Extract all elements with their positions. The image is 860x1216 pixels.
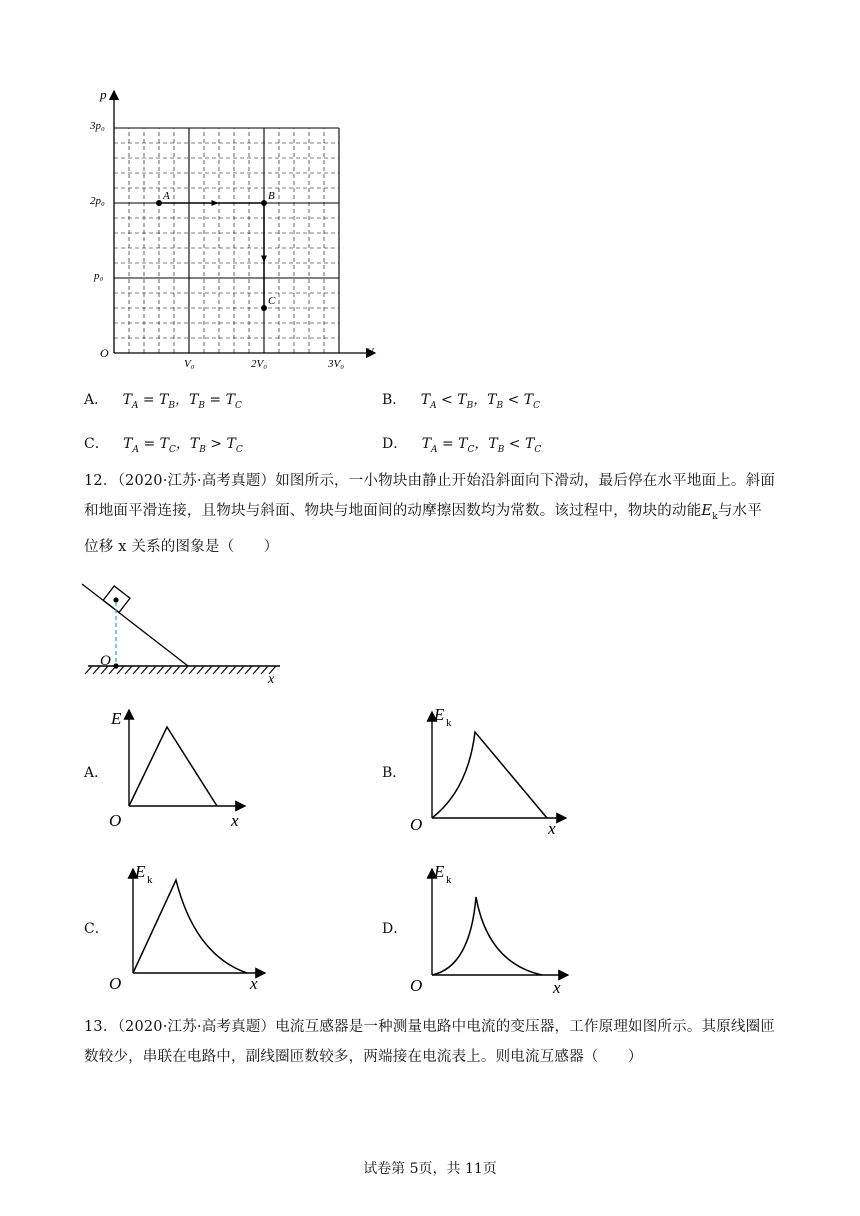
svg-text:E: E: [111, 709, 122, 728]
option-letter: B．: [382, 392, 407, 408]
svg-text:E: E: [434, 705, 445, 724]
svg-text:O: O: [109, 974, 122, 993]
ek-graph-a: [105, 702, 255, 832]
pv-xtick-1: V₀: [184, 358, 195, 370]
option-letter: C．: [84, 436, 109, 452]
q12-option-d[interactable]: D．: [382, 921, 408, 937]
page-footer: 试卷第 5页，共 11页: [363, 1161, 497, 1177]
svg-text:O: O: [410, 815, 423, 834]
incline-figure: [80, 580, 290, 690]
ek-graph-b: [408, 700, 578, 840]
svg-text:O: O: [109, 811, 122, 830]
svg-text:k: k: [446, 717, 452, 729]
pv-graph: [80, 85, 390, 370]
svg-text:O: O: [410, 976, 423, 995]
svg-text:x: x: [553, 978, 561, 995]
q12-option-b[interactable]: B．: [382, 765, 407, 781]
pv-point-label: A: [163, 190, 170, 202]
q11-option-a[interactable]: A． $T_A = T_B$，$T_B = T_C$: [84, 392, 242, 411]
pv-xtick-3: 3V₀: [328, 358, 345, 370]
svg-text:x: x: [268, 672, 275, 687]
pv-point-b: [261, 200, 267, 206]
q11-option-c[interactable]: C． $T_A = T_C$，$T_B > T_C$: [84, 436, 243, 455]
q13-stem: 13．（2020·江苏·高考真题）电流互感器是一种测量电路中电流的变压器，工作原理如图所示。其原线圈匝 数较少，串联在电路中，副线圈匝数较多，两端接在电流表上。则电流互感器（ ）: [84, 1019, 776, 1065]
option-letter: D．: [382, 436, 408, 452]
svg-text:E: E: [135, 862, 146, 881]
svg-text:k: k: [147, 874, 153, 886]
pv-point-c: [261, 305, 267, 311]
q12-option-a[interactable]: A．: [84, 765, 109, 781]
svg-text:x: x: [548, 819, 556, 838]
svg-text:O: O: [100, 653, 111, 669]
q12-option-c[interactable]: C．: [84, 921, 109, 937]
pv-point-a: [156, 200, 162, 206]
pv-point-label: C: [268, 295, 276, 307]
svg-text:E: E: [434, 862, 445, 881]
pv-ytick-1: p₀: [94, 270, 104, 282]
ek-graph-c: [105, 855, 275, 995]
svg-text:x: x: [250, 974, 258, 993]
option-letter: A．: [84, 392, 109, 408]
q12-stem: 12．（2020·江苏·高考真题）如图所示，一小物块由静止开始沿斜面向下滑动，最后停在水平地面上。斜面 和地面平滑连接，且物块与斜面、物块与地面间的动摩擦因数均为常数。该过程中，物块的动能$E_k$与水平 位移 x 关系的图象是（ ）: [84, 473, 776, 555]
svg-text:x: x: [231, 811, 239, 830]
pv-origin: O: [100, 346, 109, 360]
pv-y-label: p: [100, 87, 107, 102]
pv-xtick-2: 2V₀: [251, 358, 268, 370]
pv-ytick-2: 2p₀: [90, 195, 105, 207]
q11-option-d[interactable]: D． $T_A = T_C$，$T_B < T_C$: [382, 436, 542, 455]
q11-option-b[interactable]: B． $T_A < T_B$，$T_B < T_C$: [382, 392, 541, 411]
svg-text:k: k: [446, 874, 452, 886]
pv-point-label: B: [268, 190, 275, 202]
ek-graph-d: [408, 855, 578, 995]
pv-ytick-3: 3p₀: [90, 120, 105, 132]
pv-x-label: V: [366, 345, 374, 359]
